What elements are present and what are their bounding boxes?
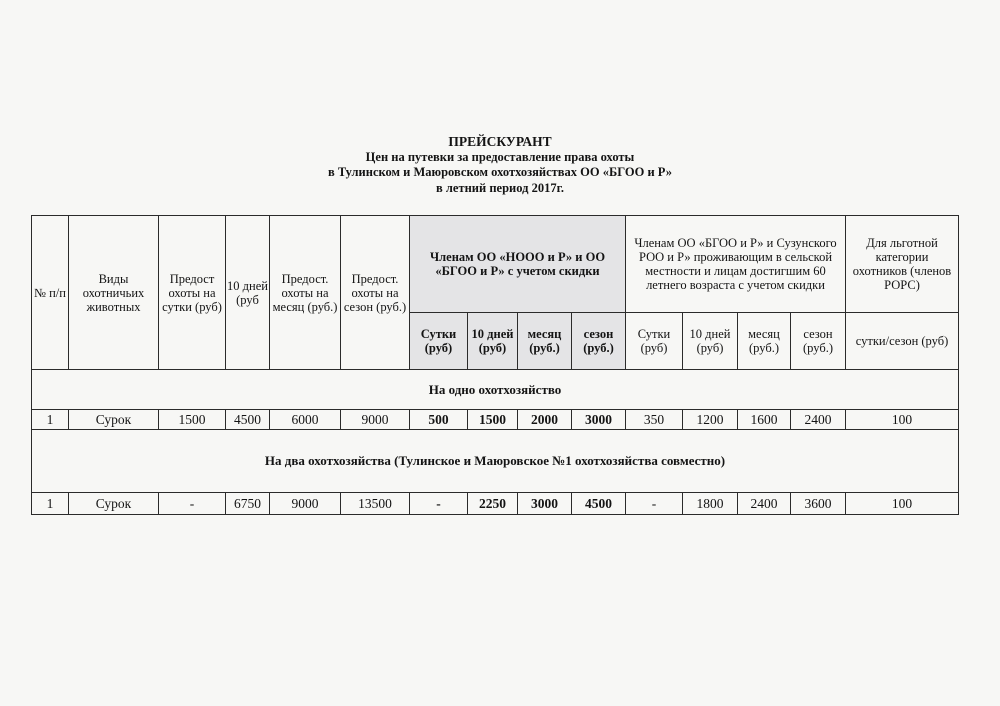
cell-g1-month: 3000 (518, 493, 572, 515)
cell-day: - (159, 493, 226, 515)
cell-g2-season: 3600 (791, 493, 846, 515)
header-species: Виды охотничьих животных (69, 216, 159, 370)
cell-month: 9000 (270, 493, 341, 515)
cell-species: Сурок (69, 493, 159, 515)
g2-month-header: месяц (руб.) (738, 313, 791, 370)
cell-g1-season: 3000 (572, 410, 626, 430)
cell-num: 1 (32, 493, 69, 515)
header-num: № п/п (32, 216, 69, 370)
cell-g1-month: 2000 (518, 410, 572, 430)
cell-day: 1500 (159, 410, 226, 430)
title-line-3: в Тулинском и Маюровском охотхозяйствах ОО «БГОО и Р» (328, 165, 672, 179)
header-row-1 (32, 216, 959, 313)
g2-day-header: Сутки (руб) (626, 313, 683, 370)
cell-g2-month: 1600 (738, 410, 791, 430)
header-day: Предост охоты на сутки (руб) (159, 216, 226, 370)
table-row (32, 493, 959, 515)
cell-g2-month: 2400 (738, 493, 791, 515)
cell-g3: 100 (846, 493, 959, 515)
cell-g2-ten-days: 1800 (683, 493, 738, 515)
cell-ten-days: 6750 (226, 493, 270, 515)
g3-day-season-header: сутки/сезон (руб) (846, 313, 959, 370)
title-line-2: Цен на путевки за предоставление права охоты (365, 149, 635, 164)
cell-g1-season: 4500 (572, 493, 626, 515)
cell-g2-season: 2400 (791, 410, 846, 430)
cell-ten-days: 4500 (226, 410, 270, 430)
g1-ten-days-header: 10 дней (руб) (468, 313, 518, 370)
section-title-row (32, 430, 959, 493)
cell-g2-day: 350 (626, 410, 683, 430)
g1-season-header: сезон (руб.) (572, 313, 626, 370)
title-line-1: ПРЕЙСКУРАНТ (448, 134, 552, 149)
header-month: Предост. охоты на месяц (руб.) (270, 216, 341, 370)
header-ten-days: 10 дней (руб (226, 216, 270, 370)
cell-g1-day: - (410, 493, 468, 515)
section-title-row (32, 370, 959, 410)
g1-month-header: месяц (руб.) (518, 313, 572, 370)
cell-g1-ten-days: 1500 (468, 410, 518, 430)
price-table (31, 215, 959, 515)
cell-g2-ten-days: 1200 (683, 410, 738, 430)
g2-season-header: сезон (руб.) (791, 313, 846, 370)
cell-species: Сурок (69, 410, 159, 430)
g2-ten-days-header: 10 дней (руб) (683, 313, 738, 370)
cell-num: 1 (32, 410, 69, 430)
cell-g2-day: - (626, 493, 683, 515)
cell-season: 13500 (341, 493, 410, 515)
cell-g1-day: 500 (410, 410, 468, 430)
g1-day-header: Сутки (руб) (410, 313, 468, 370)
header-group-preferential: Для льготной категории охотников (членов РОРС) (846, 216, 959, 313)
table-row (32, 410, 959, 430)
cell-season: 9000 (341, 410, 410, 430)
section-title: На одно охотхозяйство (32, 370, 959, 410)
header-season: Предост. охоты на сезон (руб.) (341, 216, 410, 370)
header-group-rural-senior: Членам ОО «БГОО и Р» и Сузунского РОО и Р» проживающим в сельской местности и лицам достигшим 60 летнего возраста с учетом скидки (626, 216, 846, 313)
cell-month: 6000 (270, 410, 341, 430)
document-title (0, 134, 1000, 196)
title-line-4: в летний период 2017г. (436, 180, 564, 195)
header-group-members-discount: Членам ОО «НООО и Р» и ОО «БГОО и Р» с учетом скидки (410, 216, 626, 313)
section-title: На два охотхозяйства (Тулинское и Маюровское №1 охотхозяйства совместно) (32, 430, 959, 493)
cell-g1-ten-days: 2250 (468, 493, 518, 515)
cell-g3: 100 (846, 410, 959, 430)
